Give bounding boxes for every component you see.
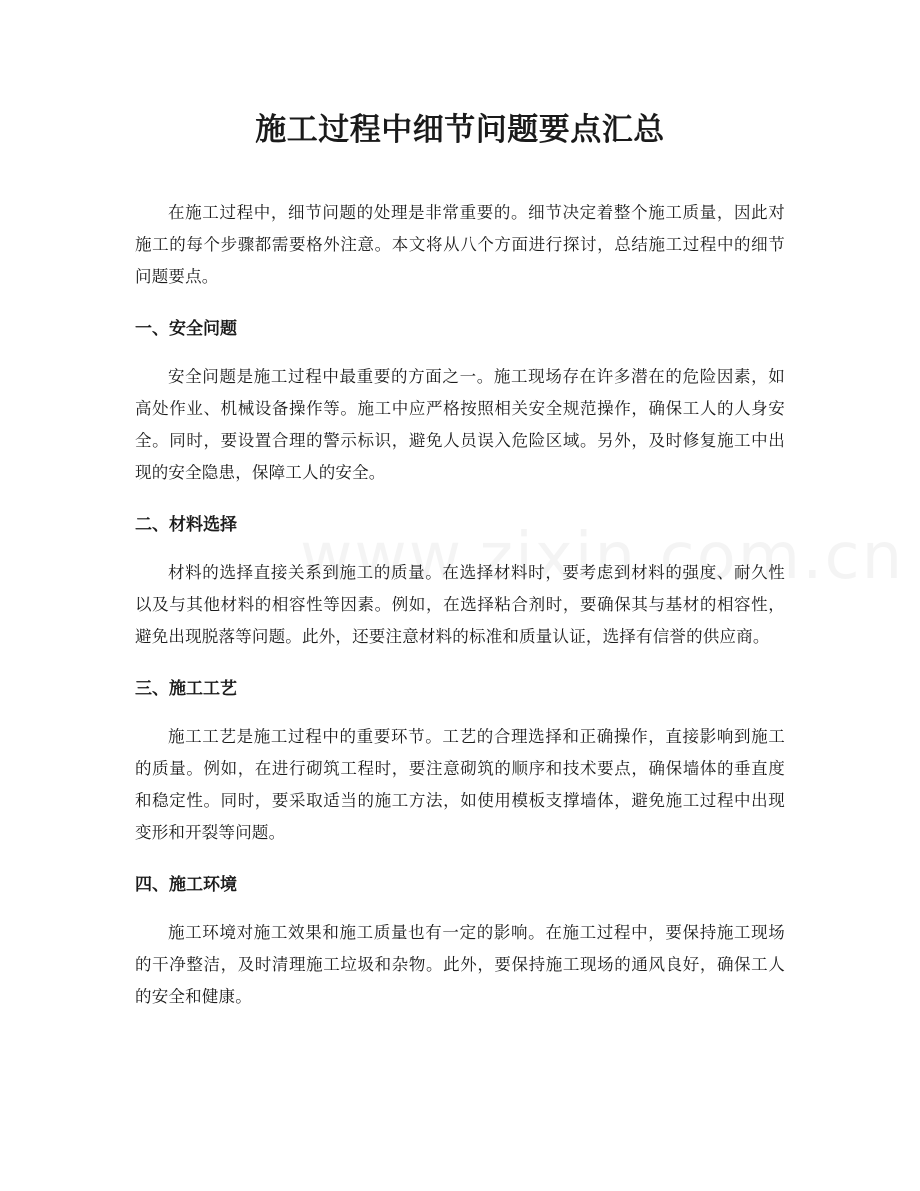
section-safety bbox=[135, 315, 785, 489]
section-materials bbox=[135, 511, 785, 653]
section-heading: 二、材料选择 bbox=[135, 515, 237, 535]
section-heading: 三、施工工艺 bbox=[135, 679, 237, 699]
section-heading: 一、安全问题 bbox=[135, 319, 237, 339]
section-heading: 四、施工环境 bbox=[135, 875, 237, 895]
section-paragraph: 施工工艺是施工过程中的重要环节。工艺的合理选择和正确操作，直接影响到施工的质量。例如，在进行砌筑工程时，要注意砌筑的顺序和技术要点，确保墙体的垂直度和稳定性。同时，要采取适当的施工方法，如使用模板支撑墙体，避免施工过程中出现变形和开裂等问题。 bbox=[135, 727, 785, 842]
section-paragraph: 材料的选择直接关系到施工的质量。在选择材料时，要考虑到材料的强度、耐久性以及与其他材料的相容性等因素。例如，在选择粘合剂时，要确保其与基材的相容性，避免出现脱落等问题。此外，还要注意材料的标准和质量认证，选择有信誉的供应商。 bbox=[135, 563, 785, 646]
section-paragraph: 安全问题是施工过程中最重要的方面之一。施工现场存在许多潜在的危险因素，如高处作业、机械设备操作等。施工中应严格按照相关安全规范操作，确保工人的人身安全。同时，要设置合理的警示标识，避免人员误入危险区域。另外，及时修复施工中出现的安全隐患，保障工人的安全。 bbox=[135, 367, 785, 482]
section-environment bbox=[135, 871, 785, 1013]
section-paragraph: 施工环境对施工效果和施工质量也有一定的影响。在施工过程中，要保持施工现场的干净整洁，及时清理施工垃圾和杂物。此外，要保持施工现场的通风良好，确保工人的安全和健康。 bbox=[135, 923, 785, 1006]
intro-paragraph: 在施工过程中，细节问题的处理是非常重要的。细节决定着整个施工质量，因此对施工的每个步骤都需要格外注意。本文将从八个方面进行探讨，总结施工过程中的细节问题要点。 bbox=[135, 203, 785, 286]
section-process bbox=[135, 675, 785, 849]
document-title: 施工过程中细节问题要点汇总 bbox=[255, 112, 665, 148]
document-page bbox=[135, 105, 785, 1013]
